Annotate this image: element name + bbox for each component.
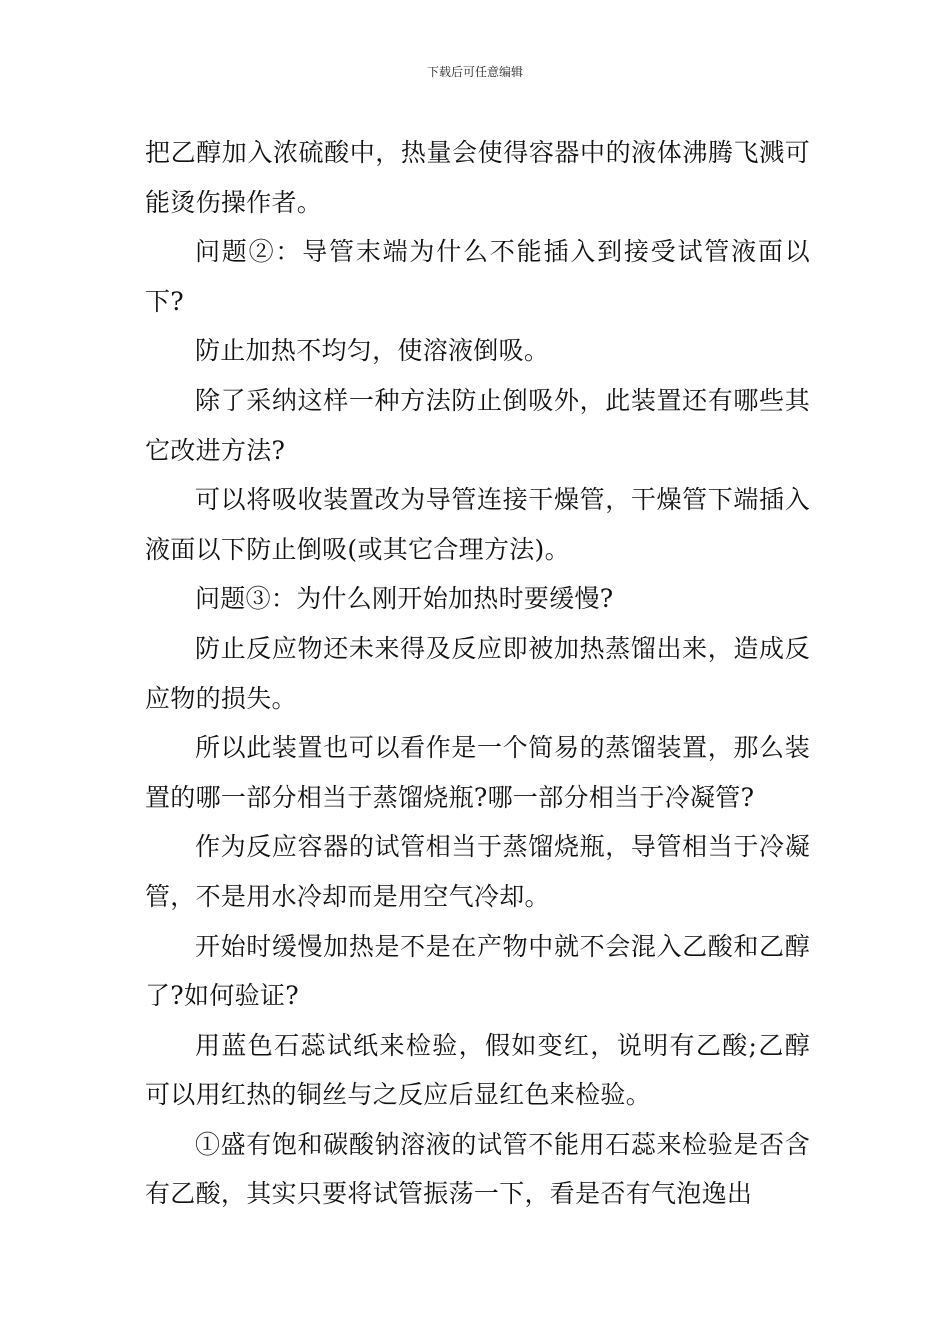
paragraph-7: 防止反应物还未来得及反应即被加热蒸馏出来，造成反应物的损失。 — [145, 633, 810, 713]
paragraph-12: ①盛有饱和碳酸钠溶液的试管不能用石蕊来检验是否含有乙酸，其实只要将试管振荡一下，看是否有气泡逸出 — [145, 1129, 810, 1209]
paragraph-3: 防止加热不均匀，使溶液倒吸。 — [195, 336, 550, 366]
paragraph-5: 可以将吸收装置改为导管连接干燥管，干燥管下端插入液面以下防止倒吸(或其它合理方法)。 — [145, 485, 810, 564]
paragraph-10: 开始时缓慢加热是不是在产物中就不会混入乙酸和乙醇了?如何验证? — [145, 931, 810, 1011]
document-body — [145, 128, 810, 1219]
paragraph-2: 问题②：导管末端为什么不能插入到接受试管液面以下? — [145, 237, 810, 316]
paragraph-4: 除了采纳这样一种方法防止倒吸外，此装置还有哪些其它改进方法? — [145, 385, 810, 465]
paragraph-11: 用蓝色石蕊试纸来检验，假如变红，说明有乙酸;乙醇可以用红热的铜丝与之反应后显红色来检验。 — [145, 1030, 810, 1110]
paragraph-1: 把乙醇加入浓硫酸中，热量会使得容器中的液体沸腾飞溅可能烫伤操作者。 — [145, 138, 810, 217]
paragraph-9: 作为反应容器的试管相当于蒸馏烧瓶，导管相当于冷凝管，不是用水冷却而是用空气冷却。 — [145, 832, 810, 911]
paragraph-6: 问题③：为什么刚开始加热时要缓慢? — [195, 584, 614, 614]
page-header-note: 下载后可任意编辑 — [426, 65, 523, 79]
paragraph-8: 所以此装置也可以看作是一个简易的蒸馏装置，那么装置的哪一部分相当于蒸馏烧瓶?哪一部分相当于冷凝管? — [145, 733, 810, 812]
